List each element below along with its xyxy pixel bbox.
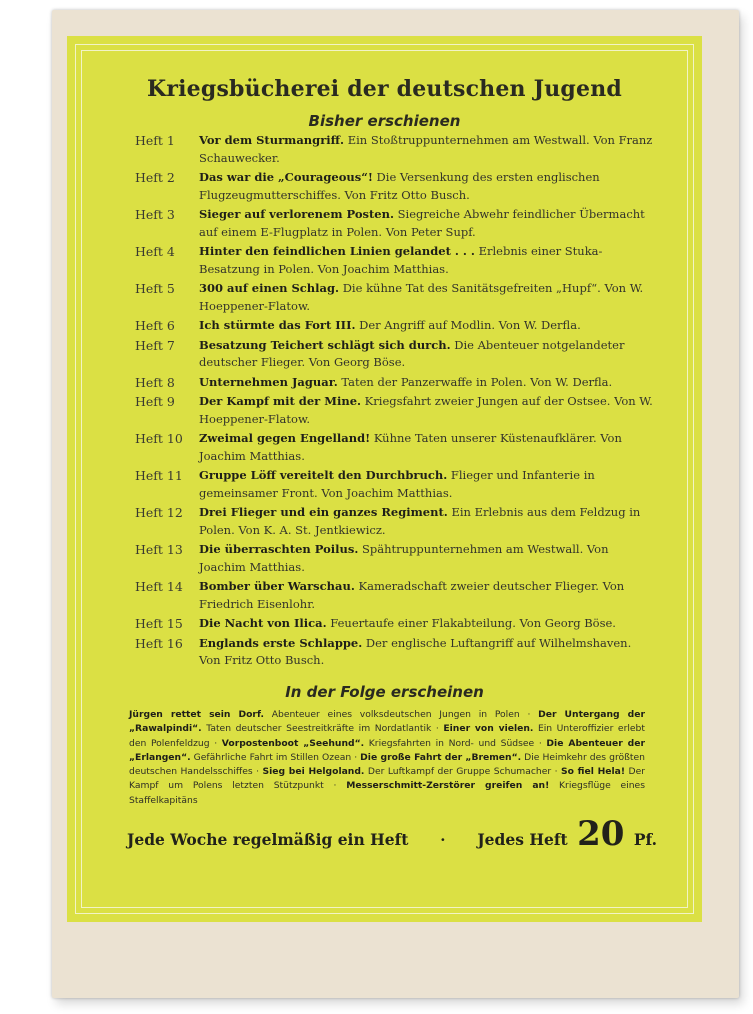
issue-subtitle: Ein Stoßtruppunternehmen am Westwall. Von Franz Schauwecker. (199, 133, 653, 165)
issue-description (199, 132, 655, 167)
upcoming-subtitle: Taten deutscher Seestreitkräfte im Nordatlantik · (201, 723, 444, 735)
issue-subtitle: Kühne Taten unserer Küstenaufklärer. Von Joachim Matthias. (199, 431, 622, 463)
issue-description (199, 504, 655, 539)
published-heading: Bisher erschienen (308, 112, 461, 130)
issue-entry (135, 504, 655, 539)
issue-number: Heft 11 (135, 468, 183, 483)
upcoming-subtitle: Der Luftkampf der Gruppe Schumacher · (364, 766, 561, 778)
issue-title: Die Nacht von Ilica. (199, 616, 327, 630)
issue-title: Gruppe Löff vereitelt den Durchbruch. (199, 468, 448, 482)
issue-entry (135, 206, 655, 241)
issue-number: Heft 16 (135, 635, 183, 651)
issue-entry (135, 615, 655, 633)
issue-description (199, 317, 655, 335)
issue-title: Ich stürmte das Fort III. (199, 318, 356, 332)
upcoming-issues-text (129, 708, 645, 808)
upcoming-subtitle: Der Kampf um Polens letzten Stützpunkt · (129, 766, 646, 792)
issue-entry (135, 280, 655, 315)
footer-separator: · (440, 831, 446, 849)
issue-description (199, 635, 655, 670)
issue-description (199, 374, 655, 392)
issue-title: Englands erste Schlappe. (199, 635, 363, 650)
issue-number: Heft 10 (135, 431, 183, 446)
issue-subtitle: Spähtruppunternehmen am Westwall. Von Joachim Matthias. (199, 542, 609, 574)
upcoming-subtitle: Kriegsflüge eines Staffelkapitäns (129, 780, 645, 806)
issue-entry (135, 317, 655, 335)
issue-number: Heft 14 (135, 579, 183, 594)
upcoming-subtitle: Abenteuer eines volksdeutschen Jungen in Polen · (263, 709, 539, 720)
issue-subtitle: Die kühne Tat des Sanitätsgefreiten „Hupf“. Von W. Hoeppener-Flatow. (199, 281, 644, 313)
issue-entry (135, 541, 655, 576)
issue-title: Die überraschten Poilus. (199, 542, 359, 556)
issue-subtitle: Kameradschaft zweier deutscher Flieger. Von Friedrich Eisenlohr. (199, 579, 625, 611)
issue-description (199, 206, 655, 241)
price-unit: Pf. (633, 830, 657, 849)
issue-subtitle: Der Angriff auf Modlin. Von W. Derfla. (359, 318, 581, 332)
issue-description (199, 467, 655, 502)
upcoming-subtitle: Kriegsfahrten in Nord- und Südsee · (364, 737, 547, 749)
upcoming-subtitle: Ein Unteroffizier erlebt den Polenfeldzug · (129, 723, 645, 749)
issue-description (199, 169, 655, 204)
issue-title: Unternehmen Jaguar. (199, 374, 338, 389)
issue-title: Vor dem Sturmangriff. (199, 133, 345, 147)
issue-entry (135, 635, 655, 670)
issue-subtitle: Die Versenkung des ersten englischen Flugzeugmutterschiffes. Von Fritz Otto Busch. (199, 170, 600, 202)
upcoming-subtitle: Die Heimkehr des größten deutschen Handelsschiffes · (129, 751, 646, 778)
issue-number: Heft 8 (135, 374, 175, 390)
issue-entry (135, 169, 655, 204)
issue-entry (135, 467, 655, 502)
issue-description (199, 280, 655, 315)
upcoming-title: Messerschmitt-Zerstörer greifen an! (346, 780, 550, 792)
issue-title: Das war die „Courageous“! (199, 170, 373, 184)
issue-number: Heft 4 (135, 244, 175, 259)
upcoming-title: Der Untergang der „Rawalpindi“. (129, 709, 645, 735)
price-prefix: Jedes Heft (477, 830, 568, 849)
published-issues-list (135, 132, 655, 672)
issue-number: Heft 12 (135, 505, 183, 520)
issue-subtitle: Die Abenteuer notgelandeter deutscher Flieger. Von Georg Böse. (199, 337, 625, 369)
issue-entry (135, 337, 655, 372)
issue-subtitle: Erlebnis einer Stuka-Besatzung in Polen. Von Joachim Matthias. (199, 244, 603, 276)
issue-entry (135, 578, 655, 613)
issue-description (199, 615, 655, 633)
series-title: Kriegsbücherei der deutschen Jugend (147, 76, 622, 102)
issue-entry (135, 243, 655, 278)
issue-title: Zweimal gegen Engelland! (199, 431, 371, 445)
issue-entry (135, 430, 655, 465)
price-note (477, 814, 657, 854)
issue-description (199, 578, 655, 613)
issue-entry (135, 132, 655, 167)
yellow-panel (67, 36, 702, 922)
issue-title: Sieger auf verlorenem Posten. (199, 207, 394, 221)
issue-title: Bomber über Warschau. (199, 579, 355, 593)
issue-entry (135, 393, 655, 428)
weekly-note: Jede Woche regelmäßig ein Heft (127, 830, 409, 849)
footer-line (127, 814, 657, 854)
issue-subtitle: Ein Erlebnis aus dem Feldzug in Polen. Von K. A. St. Jentkiewicz. (199, 505, 641, 537)
issue-title: Hinter den feindlichen Linien gelandet . . . (199, 244, 475, 258)
issue-description (199, 337, 655, 372)
issue-subtitle: Der englische Luftangriff auf Wilhelmshaven. Von Fritz Otto Busch. (199, 635, 632, 667)
upcoming-title: Sieg bei Helgoland. (262, 766, 365, 778)
issue-title: Drei Flieger und ein ganzes Regiment. (199, 505, 448, 519)
issue-subtitle: Siegreiche Abwehr feindlicher Übermacht auf einem E-Flugplatz in Polen. Von Peter Supf. (199, 207, 645, 239)
issue-title: Besatzung Teichert schlägt sich durch. (199, 337, 451, 352)
issue-number: Heft 15 (135, 616, 183, 631)
issue-subtitle: Flieger und Infanterie in gemeinsamer Front. Von Joachim Matthias. (199, 468, 595, 500)
upcoming-title: Einer von vielen. (443, 723, 534, 735)
issue-subtitle: Taten der Panzerwaffe in Polen. Von W. Derfla. (341, 374, 613, 389)
upcoming-heading: In der Folge erscheinen (285, 683, 484, 701)
upcoming-title: Vorpostenboot „Seehund“. (221, 737, 365, 749)
issue-title: 300 auf einen Schlag. (199, 281, 340, 295)
issue-subtitle: Kriegsfahrt zweier Jungen auf der Ostsee. Von W. Hoeppener-Flatow. (199, 394, 653, 426)
issue-entry (135, 374, 655, 392)
issue-title: Der Kampf mit der Mine. (199, 394, 362, 408)
upcoming-title: Die Abenteuer der „Erlangen“. (129, 737, 645, 763)
issue-description (199, 393, 655, 428)
upcoming-title: Die große Fahrt der „Bremen“. (360, 751, 522, 763)
issue-description (199, 541, 655, 576)
issue-number: Heft 3 (135, 207, 175, 222)
upcoming-title: So fiel Hela! (561, 766, 626, 778)
issue-subtitle: Feuertaufe einer Flakabteilung. Von Georg Böse. (330, 616, 616, 630)
issue-number: Heft 13 (135, 542, 183, 557)
issue-number: Heft 9 (135, 394, 175, 409)
issue-number: Heft 2 (135, 170, 175, 185)
issue-number: Heft 7 (135, 337, 175, 353)
upcoming-subtitle: Gefährliche Fahrt im Stillen Ozean · (190, 751, 361, 763)
issue-number: Heft 1 (135, 133, 175, 148)
price-value: 20 (577, 814, 625, 854)
issue-description (199, 243, 655, 278)
issue-number: Heft 5 (135, 281, 175, 296)
upcoming-title: Jürgen rettet sein Dorf. (129, 709, 264, 720)
issue-number: Heft 6 (135, 318, 175, 333)
issue-description (199, 430, 655, 465)
